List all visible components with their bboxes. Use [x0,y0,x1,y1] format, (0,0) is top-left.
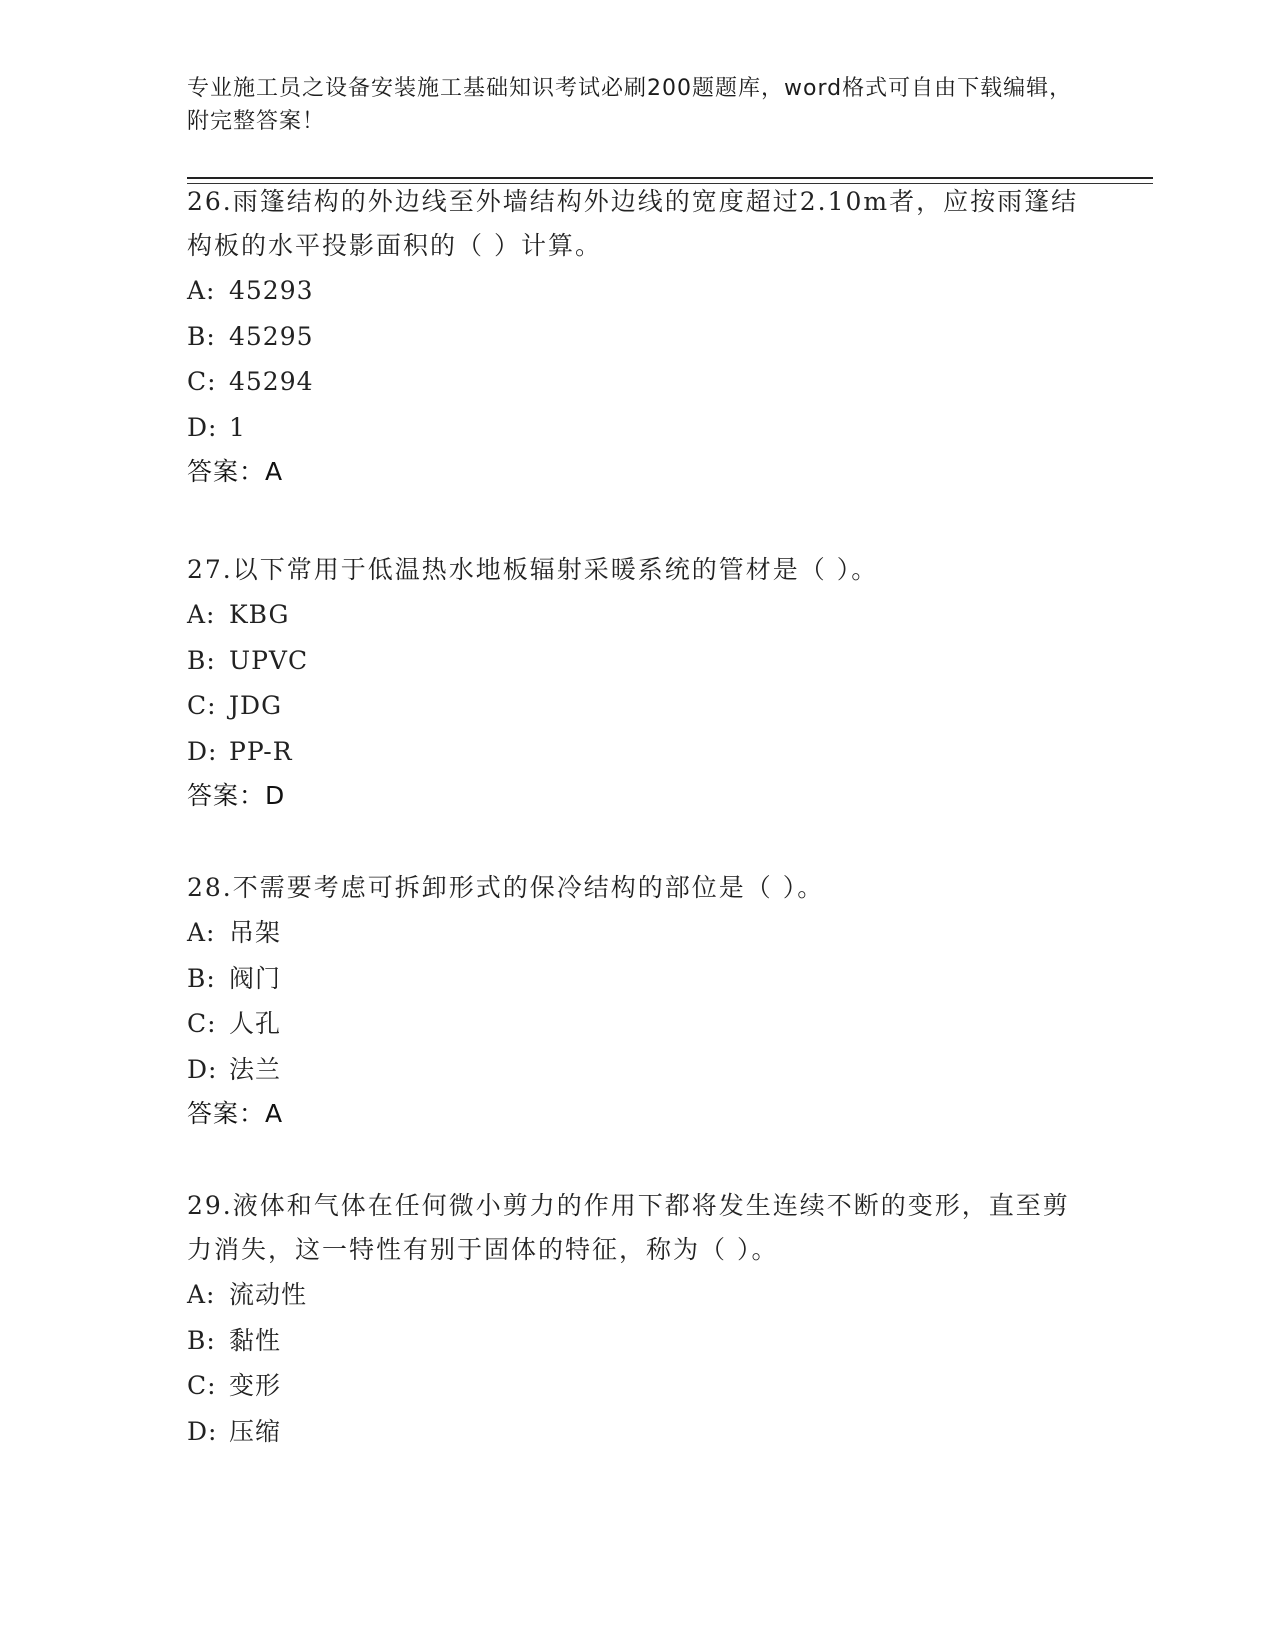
option-key: B: [187,321,216,351]
option-c [187,1363,1087,1409]
option-text: 压缩 [229,1416,282,1446]
option-text: PP-R [229,736,293,766]
option-text: UPVC [229,645,309,675]
question-stem: 27.以下常用于低温热水地板辐射采暖系统的管材是（ ）。 [187,555,879,584]
option-key: A: [187,600,216,629]
option-a [187,592,1087,638]
option-b [187,1318,1087,1364]
question-stem: 26.雨篷结构的外边线至外墙结构外边线的宽度超过2.10m者，应按雨篷结构板的水平投影面积的（ ）计算。 [187,187,1079,260]
option-text: 1 [229,412,246,442]
option-key: A: [187,918,216,947]
option-text: KBG [229,600,290,629]
question-26 [187,180,1087,494]
question-stem: 29.液体和气体在任何微小剪力的作用下都将发生连续不断的变形，直至剪力消失，这一特性有别于固体的特征，称为（ ）。 [187,1191,1070,1264]
option-text: 吊架 [229,918,282,947]
question-29 [187,1184,1087,1454]
option-key: B: [187,1325,216,1355]
option-key: B: [187,645,216,675]
option-b [187,314,1087,360]
option-key: C: [187,691,217,720]
header-divider-thick [187,177,1153,179]
option-key: A: [187,276,216,305]
question-stem: 28.不需要考虑可拆卸形式的保冷结构的部位是（ ）。 [187,873,825,902]
option-text: 45294 [229,367,314,396]
question-28 [187,866,1087,1136]
option-key: C: [187,367,217,396]
document-header [187,72,1087,138]
option-a [187,1272,1087,1318]
answer-line: 答案：A [187,457,284,486]
option-text: 变形 [229,1371,282,1400]
option-text: JDG [229,691,283,720]
option-key: D: [187,1054,218,1084]
option-c [187,683,1087,729]
option-b [187,638,1087,684]
option-key: A: [187,1280,216,1309]
option-b [187,956,1087,1002]
option-d [187,405,1087,451]
option-a [187,910,1087,956]
option-key: D: [187,1416,218,1446]
header-title: 专业施工员之设备安装施工基础知识考试必刷200题题库，word格式可自由下载编辑，附完整答案！ [187,76,1073,134]
option-text: 黏性 [229,1325,282,1355]
option-key: B: [187,963,216,993]
option-d [187,1409,1087,1455]
option-a [187,268,1087,314]
option-text: 法兰 [229,1054,282,1084]
answer-line: 答案：D [187,781,286,810]
question-27 [187,548,1087,818]
answer-line: 答案：A [187,1099,284,1128]
option-text: 45295 [229,321,314,351]
option-c [187,359,1087,405]
option-text: 流动性 [229,1280,308,1309]
option-d [187,729,1087,775]
option-key: C: [187,1371,217,1400]
option-d [187,1047,1087,1093]
option-text: 阀门 [229,963,282,993]
option-key: D: [187,736,218,766]
option-key: D: [187,412,218,442]
option-c [187,1001,1087,1047]
option-key: C: [187,1009,217,1038]
option-text: 45293 [229,276,314,305]
option-text: 人孔 [229,1009,282,1038]
